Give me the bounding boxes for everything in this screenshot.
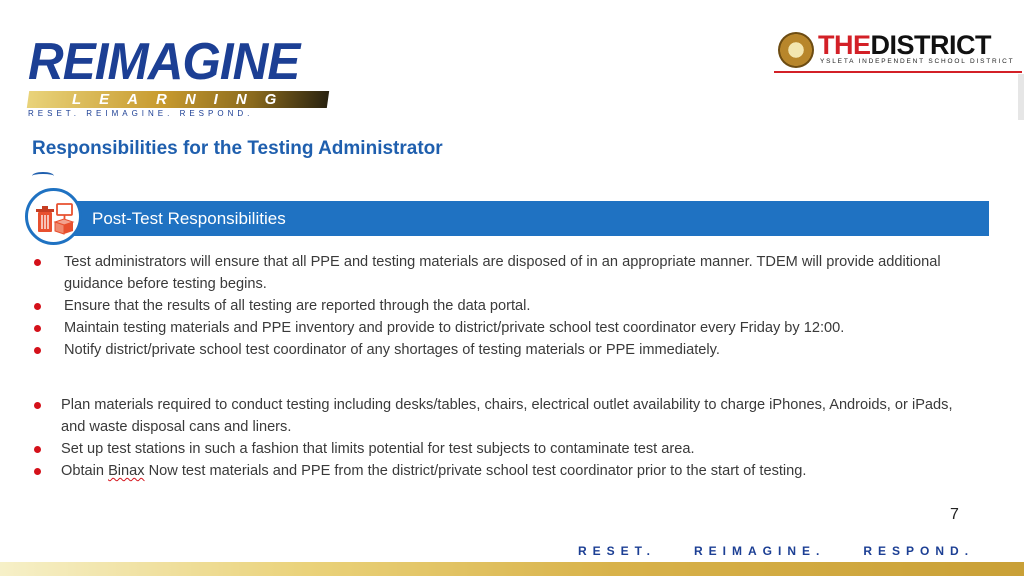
logo-sub-text: LEARNING	[72, 91, 295, 108]
list-item-text	[61, 463, 806, 479]
reimagine-learning-logo	[28, 33, 340, 120]
list-item	[30, 438, 980, 460]
bullet-dot	[34, 347, 41, 354]
footer-gold-bar	[0, 562, 1024, 576]
footer-tagline	[578, 544, 974, 558]
logo-tagline: RESET. REIMAGINE. RESPOND.	[28, 109, 254, 118]
spellcheck-word: Binax	[108, 463, 145, 479]
pre-test-responsibilities-list	[30, 394, 980, 482]
list-item-text: Set up test stations in such a fashion that limits potential for test subjects to contaminate test area.	[61, 441, 695, 457]
district-underline	[774, 71, 1022, 73]
list-item-text: Test administrators will ensure that all PPE and testing materials are disposed of in an appropriate manner. TDEM will provide additional guidance before testing begins.	[64, 254, 941, 292]
list-item-text: Ensure that the results of all testing are reported through the data portal.	[64, 298, 531, 314]
district-logo-title	[818, 30, 991, 60]
list-item-text: Notify district/private school test coordinator of any shortages of testing materials or PPE immediately.	[64, 342, 720, 358]
footer-reset: RESET.	[578, 544, 657, 558]
bullet-dot	[34, 468, 41, 475]
list-item	[30, 295, 980, 317]
list-item	[30, 317, 980, 339]
list-item	[30, 339, 980, 361]
text-before: Obtain	[61, 463, 109, 479]
footer-respond: RESPOND.	[863, 544, 975, 558]
district-the: THE	[818, 30, 871, 60]
list-item-text: Maintain testing materials and PPE inventory and provide to district/private school test coordinator every Friday by 12:00.	[64, 320, 845, 336]
list-item	[30, 394, 980, 438]
post-test-responsibilities-list	[30, 251, 980, 361]
bullet-dot	[34, 325, 41, 332]
bullet-dot	[34, 303, 41, 310]
district-subtitle: YSLETA INDEPENDENT SCHOOL DISTRICT	[820, 58, 1015, 65]
district-word: DISTRICT	[870, 30, 991, 60]
logo-main-text: REIMAGINE	[28, 33, 300, 91]
footer-reimagine: REIMAGINE.	[694, 544, 826, 558]
trash-and-monitor-icon	[25, 188, 82, 245]
edge-decoration	[1018, 74, 1024, 120]
text-after: Now test materials and PPE from the district/private school test coordinator prior to the start of testing.	[144, 463, 807, 479]
bullet-dot	[34, 446, 41, 453]
page-title: Responsibilities for the Testing Administrator	[32, 138, 443, 159]
list-item-text: Plan materials required to conduct testing including desks/tables, chairs, electrical outlet availability to charge iPhones, Androids, or iPads, and waste disposal cans and liners.	[61, 397, 953, 435]
section-title: Post-Test Responsibilities	[92, 209, 286, 228]
bullet-dot	[34, 259, 41, 266]
district-seal-icon	[778, 32, 814, 68]
bullet-dot	[34, 402, 41, 409]
list-item	[30, 251, 980, 295]
decorative-arc	[32, 172, 54, 180]
list-item	[30, 460, 980, 482]
page-number: 7	[950, 506, 959, 523]
